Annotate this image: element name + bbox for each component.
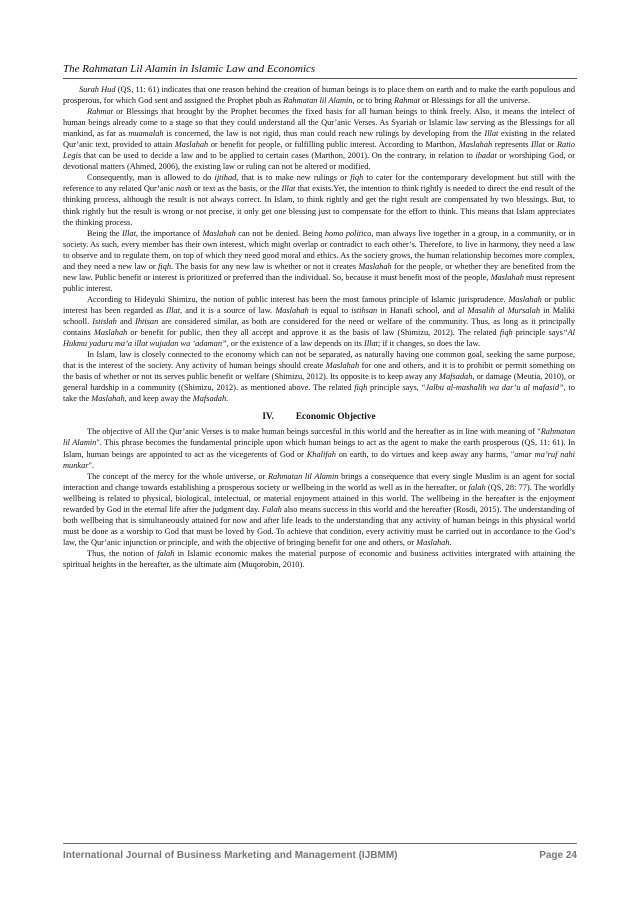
italic-term: Illat: [166, 305, 181, 315]
text-run: also means success in this world and the hereafter (Rosdi, 2015). The understanding of both wellbeing that is simultaneously attained for now and after life leads to the understanding that any activity of human beings in this physical world must be done as a worship to God that must be loved by God. To achieve that condition, every activitiy must be carried out in accordance to the God’s law, the Qur’anic injunction or principle, and with the objective of bringing benefit for one and others, or: [63, 504, 576, 547]
italic-term: Maslahah: [93, 328, 128, 338]
text-run: or public interest has been regarded as: [63, 294, 575, 315]
text-run: principle says, “: [367, 383, 426, 393]
text-run: or: [544, 140, 557, 150]
italic-term: Ihtisan: [135, 316, 159, 326]
text-run: that can be used to decide a law and to be applied to certain cases (Marthon, 2001). On the contrary, in relation to: [81, 151, 476, 161]
paragraph: [63, 294, 575, 349]
text-run: , or to bring: [352, 96, 395, 106]
italic-term: falah: [468, 482, 486, 492]
text-run: Consequently, man is allowed to do: [87, 173, 215, 183]
text-run: , or damage (Meutia, 2010), or general hardship in a community ((Shimizu, 2012). as mentioned above. The related: [63, 372, 575, 393]
text-run: and: [116, 316, 136, 326]
italic-term: fiqh: [158, 261, 171, 271]
text-run: that is to make new rulings or: [238, 173, 351, 183]
italic-term: Illat: [122, 228, 136, 238]
italic-term: Rahmatan lil Alamin: [283, 96, 353, 106]
text-run: can not be denied. Being: [235, 228, 325, 238]
italic-term: fiqh: [354, 383, 368, 393]
text-run: or benefit for public, then they all accept and approve it as the basis of law (Shimizu, 2012). The related: [127, 328, 500, 338]
paragraph: [63, 84, 575, 106]
italic-term: Illat: [281, 184, 296, 194]
paragraph: [63, 172, 575, 227]
text-run: The concept of the mercy for the whole universe, or: [87, 471, 268, 481]
text-run: , and keep away the: [124, 394, 193, 404]
paragraph: [63, 228, 575, 294]
text-run: for one and others, and it is to prohibit or permit something on the basis of whether or not its serves public benefit or welfare (Shimizu, 2012). Its opposite is to keep away any: [63, 361, 575, 382]
text-run: Thus, the notion of: [87, 548, 158, 558]
text-run: is concerned, the law is not rigid, thus man could reach new rulings by developing from the: [163, 129, 485, 139]
text-run: to cater for the contemporary development but still with the reference to any related Qur’anic: [63, 173, 576, 194]
footer-journal-name: International Journal of Business Marketing and Management (IJBMM): [63, 850, 398, 861]
italic-term: Maslahah: [275, 305, 309, 315]
text-run: must represent public interest.: [63, 272, 575, 293]
text-run: or the existence of a law depends on its: [228, 339, 365, 349]
text-run: that exists.Yet, the intention to think rightly is needed to direct the end result of the thinking process, although the result is not always correct. In Islam, to think rightly and get the right result are compensated by two blessings. But, to think rightly but the result is wrong or not precise, it only get one blessing just to compensate for the effort to think. This means that Islam appreciates the thinking process.: [63, 184, 575, 227]
text-run: brings a consequence that every single Muslim is an agent for social interaction and change towards establishing a prosperous society or wellbeing in the world as well as in the hereafter, or: [63, 471, 575, 492]
text-run: or Blessings for all the universe.: [420, 96, 531, 106]
text-run: , the importance of: [135, 228, 203, 238]
italic-term: Rahmatan lil Alamin: [63, 427, 575, 448]
italic-term: Surah Hud: [79, 85, 116, 94]
italic-term: fiqh: [499, 328, 513, 338]
text-run: Being the: [87, 228, 123, 238]
text-run: (QS, 28: 77). The worldly wellbeing is related to physical, biological, intelectual, or material enjoyment attained in this world. The wellbeing in the hereafter is the enjoyment rewarded by God in the eternal life after the judgment day.: [63, 482, 576, 514]
italic-term: Maslahah: [325, 361, 360, 371]
text-run: In Islam, law is closely connected to the economy which can not be separated, as naturally having one common goal, seeking the same purpose, that is the interest of the society. Any activity of human beings should create: [63, 350, 575, 371]
italic-term: Illat: [484, 129, 499, 139]
italic-term: nash: [175, 184, 192, 194]
text-run: According to Hideyuki Shimizu, the notion of public interest has been the most famous principle of Islamic jurisprudence.: [87, 294, 509, 304]
italic-term: Rahmat: [394, 96, 420, 106]
italic-term: ibadat: [475, 151, 497, 161]
text-run: on earth, to do virtues and keep away any harms, ": [335, 449, 515, 459]
italic-term: Khalifah: [306, 449, 336, 459]
italic-term: Maslahah: [458, 140, 493, 150]
section-title: Economic Objective: [295, 412, 376, 423]
text-run: ; if it changes, so does the law.: [377, 339, 481, 349]
italic-term: Maslahah: [358, 261, 392, 271]
italic-term: homo politico: [324, 228, 372, 238]
text-run: principle says: [512, 328, 563, 338]
italic-term: Illat: [531, 140, 545, 150]
text-run: ". This phrase becomes the fundamental principle upon which human beings to act as the agent to make the earth prosperous (QS, 11: 61). In Islam, human beings are appointed to act as the vicegerents of God or: [63, 438, 575, 459]
italic-term: Maslahah: [174, 140, 209, 150]
italic-term: Istislah: [92, 316, 117, 326]
text-run: or Blessings that brought by the Prophet becomes the fixed basis for all human beings to think freely. Also, it means the intelect of human beings already come to a stage so that they could understand all the Qur’anic Verses. As Syariah or Islamic law serving as the Blessings for all mankind, as far as: [63, 107, 575, 139]
footer-rule: [63, 843, 577, 844]
italic-term: Maslahah: [490, 272, 524, 282]
text-run: or benefit for people, or fulfilling public interest. According to Marthon,: [208, 140, 459, 150]
paragraph: [63, 349, 575, 404]
italic-term: Mafsadah: [439, 372, 473, 382]
text-run: are considered similar, as both are considered for the need or welfare of the community. Thus, as long as it principally contains: [63, 316, 575, 338]
text-run: . The basis for any new law is whether or not it creates: [171, 261, 359, 271]
italic-term: Illat: [364, 339, 378, 349]
text-run: , man always live together in a group, in a community, or in society. As such, every member has their own interest, which might overlap or contradict to each other’s. Therefore, to live in harmony, they need a law to observe and to regulate them, on top of which they need good moral and ethics. As the society grows, the human relationship becomes more complex, and they need a new law or: [63, 228, 576, 271]
text-run: existing in the related Qur’anic text, provided to attain: [63, 129, 575, 150]
italic-term: Maslahah: [91, 394, 125, 404]
running-header: The Rahmatan Lil Alamin in Islamic Law and Economics: [63, 63, 316, 75]
paragraph: [63, 106, 575, 172]
italic-term: Rahmatan lil Alamin: [267, 471, 339, 481]
italic-term: falah: [157, 548, 175, 558]
italic-term: “Al Hukmu yaduru ma’a illat wujudan wa ‘adaman”,: [63, 328, 575, 349]
italic-term: Falah: [261, 504, 282, 514]
italic-term: ijtihad,: [214, 173, 239, 183]
section-number: IV.: [262, 412, 274, 423]
article-body: [63, 84, 575, 570]
section-heading: [63, 412, 575, 423]
text-run: for the people, or whether they are benefited from the new law. Public benefit or interest is prioritized or preferred than the individual. So, because it must benefit most of the people,: [63, 261, 576, 282]
italic-term: Ratio Legis: [63, 140, 576, 161]
body-part-two: [63, 426, 575, 570]
body-part-one: [63, 84, 575, 404]
italic-term: Mafsadah: [192, 394, 227, 404]
italic-term: al Masalih al Mursalah: [457, 305, 541, 315]
text-run: is equal to: [308, 305, 352, 315]
paragraph: [63, 471, 575, 548]
text-run: ".: [88, 460, 94, 470]
text-run: .: [226, 394, 229, 404]
italic-term: amar ma’ruf nahi munkar: [63, 449, 575, 470]
text-run: in Maliki schooll.: [63, 305, 575, 326]
italic-term: Maslahah: [508, 294, 542, 304]
paragraph: [63, 426, 575, 470]
text-run: or text as the basis, or the: [191, 184, 282, 194]
text-run: (QS, 11: 61) indicates that one reason behind the creation of human beings is to place them on earth and to make the earth populous and prosperous, for which God sent and assigned the Prophet pbuh as: [63, 85, 576, 106]
text-run: in Islamic economic makes the material purpose of economic and business activities intergrated with attaining the spiritual heights in the hereafter, as the ultimate aim (Muqorobin, 2010).: [63, 548, 576, 569]
header-rule: [63, 78, 577, 79]
italic-term: Maslahah: [202, 228, 236, 238]
italic-term: Maslahah: [416, 537, 450, 547]
text-run: The objective of All the Qur’anic Verses is to make human beings succesful in this world and the hereafter as in line with meaning of ": [87, 427, 541, 437]
text-run: represents: [492, 140, 532, 150]
text-run: to take the: [63, 383, 576, 404]
italic-term: istihsan: [351, 305, 378, 315]
italic-term: Jalbu al-mashalih wa dar’u al mafasid”,: [425, 383, 566, 393]
text-run: or worshiping God, or devotional matters (Ahmed, 2006), the existing law or ruling can not be altered or modified.: [63, 151, 575, 172]
text-run: in Hanafi school, and: [377, 305, 458, 315]
paragraph: [63, 548, 575, 570]
italic-term: Rahmat: [87, 107, 113, 117]
text-run: .: [449, 537, 452, 547]
italic-term: muamalah: [128, 129, 164, 139]
italic-term: fiqh: [350, 173, 364, 183]
footer-page-number: Page 24: [539, 850, 577, 861]
text-run: , and it is a source of law.: [180, 305, 276, 315]
